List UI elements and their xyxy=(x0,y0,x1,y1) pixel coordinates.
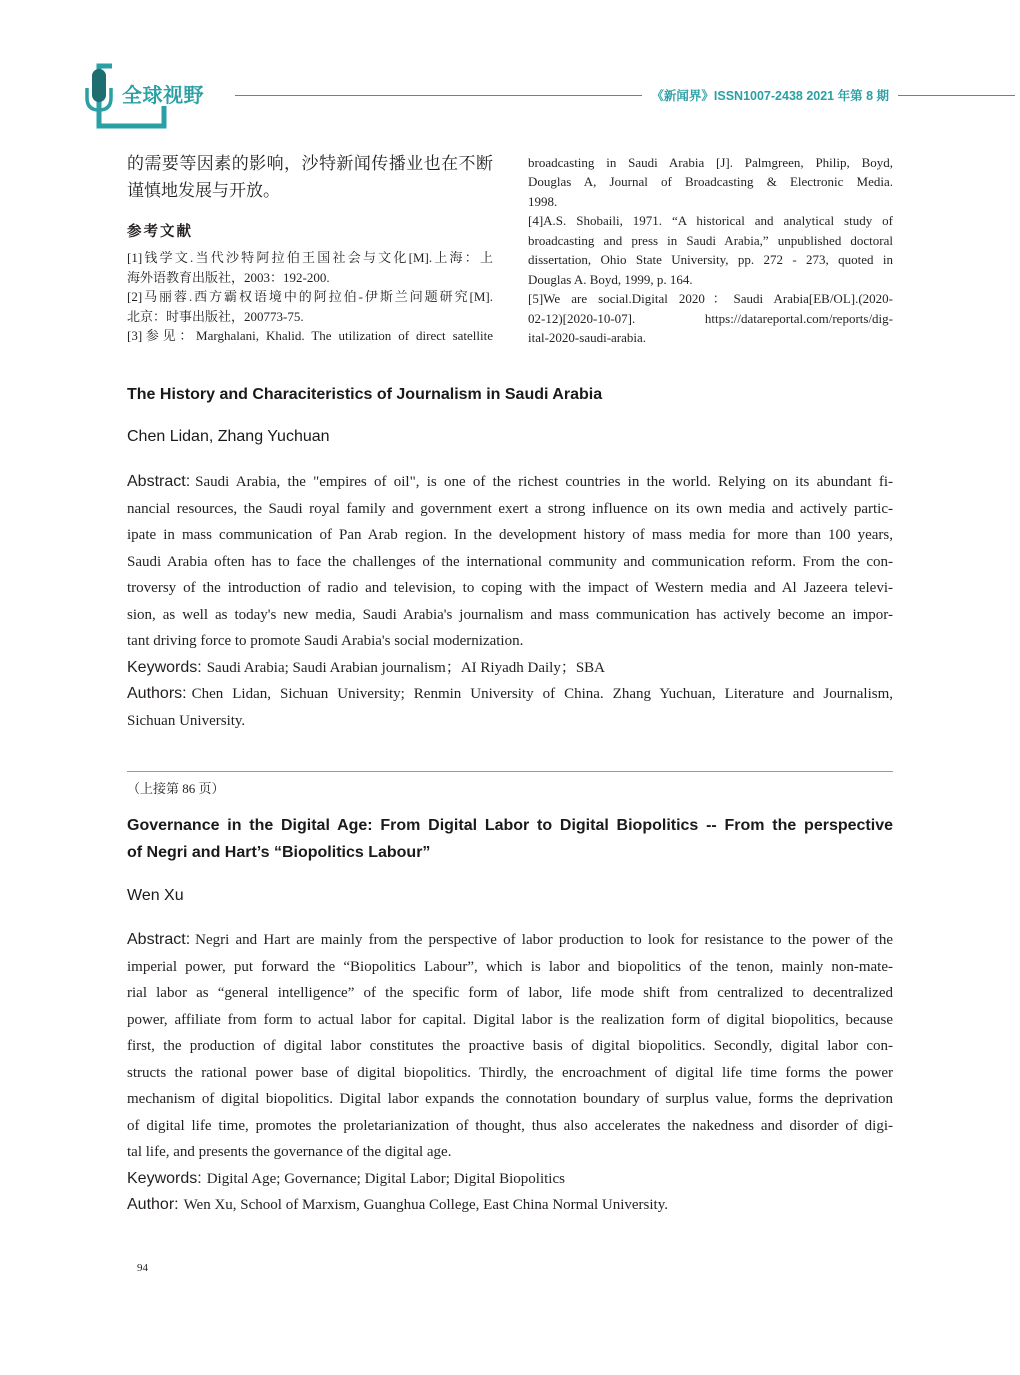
intro-line: 谨慎地发展与开放。 xyxy=(127,181,280,200)
reference-line: [1]钱学文.当代沙特阿拉伯王国社会与文化[M].上海：上 xyxy=(127,250,493,265)
article-title-line: Governance in the Digital Age: From Digital Labor to Digital Biopolitics -- From the perspective xyxy=(127,817,893,834)
header-rule xyxy=(235,86,1015,104)
page-number: 94 xyxy=(137,1262,148,1274)
intro-paragraph xyxy=(127,150,493,204)
article-abstract-block xyxy=(127,927,893,1219)
reference-line: [5]We are social.Digital 2020：Saudi Arabia[EB/OL].(2020- xyxy=(528,291,893,307)
reference-line: [2]马丽蓉.西方霸权语境中的阿拉伯-伊斯兰问题研究[M]. xyxy=(127,289,493,304)
abstract-line: power, affiliate from form to actual labor for capital. Digital labor is the realization form of digital biopolitics, because xyxy=(127,1011,893,1028)
section-logo-text: 全球视野 xyxy=(122,83,204,107)
authors-label: Authors: xyxy=(127,685,187,702)
keywords-line xyxy=(127,655,893,682)
abstract-line xyxy=(127,927,893,954)
reference-line: Douglas A, Journal of Broadcasting & Electronic Media. xyxy=(528,174,893,190)
reference-line: 北京：时事出版社，200773-75. xyxy=(127,308,304,324)
reference-line: [3]参见：Marghalani, Khalid. The utilization of direct satellite xyxy=(127,328,493,343)
header-line-left xyxy=(235,95,642,96)
journal-info: 《新闻界》ISSN1007-2438 2021 年第 8 期 xyxy=(651,89,889,103)
reference-line: ital-2020-saudi-arabia. xyxy=(528,330,647,346)
abstract-line: nancial resources, the Saudi royal family and government exert a strong influence on its own media and actively partic- xyxy=(127,500,893,517)
abstract-line: troversy of the introduction of radio and television, to coping with the impact of Western media and Al Jazeera televi- xyxy=(127,580,893,596)
abstract-line: of digital life time, promotes the proletarianization of thought, thus also accelerates the nakedness and disorder of digi- xyxy=(127,1117,893,1134)
section-divider xyxy=(127,771,893,772)
authors-line xyxy=(127,681,893,708)
abstract-text: Negri and Hart are mainly from the perspective of labor production to look for resistance to the power of the xyxy=(195,932,893,948)
reference-line: 02-12)[2020-10-07]. https://datareportal.com/reports/dig- xyxy=(528,310,893,326)
abstract-label: Abstract: xyxy=(127,931,191,948)
references-heading: 参考文献 xyxy=(127,224,193,240)
keywords-line xyxy=(127,1166,893,1193)
reference-line: dissertation, Ohio State University, pp. 272 - 273, quoted in xyxy=(528,252,893,268)
keywords-label: Keywords: xyxy=(127,658,202,676)
reference-line: broadcasting and press in Saudi Arabia,” unpublished doctoral xyxy=(528,232,893,248)
abstract-line: Saudi Arabia often has to face the challenges of the international community and communication reform. From the con- xyxy=(127,553,893,570)
abstract-label: Abstract: xyxy=(127,473,191,490)
article-title-line: of Negri and Hart’s “Biopolitics Labour” xyxy=(127,844,431,861)
references-left-column xyxy=(127,248,493,346)
abstract-line: mechanism of digital biopolitics. Digital labor expands the connotation boundary of surplus value, forms the deprivation xyxy=(127,1091,893,1107)
intro-line: 的需要等因素的影响，沙特新闻传播业也在不断 xyxy=(127,154,493,173)
reference-line: [4]A.S. Shobaili, 1971. “A historical and analytical study of xyxy=(528,213,893,229)
reference-line: 1998. xyxy=(528,193,558,209)
header-line-right xyxy=(898,95,1015,96)
reference-line: broadcasting in Saudi Arabia [J]. Palmgreen, Philip, Boyd, xyxy=(528,155,893,170)
author-label: Author: xyxy=(127,1196,179,1213)
abstract-text: Saudi Arabia, the "empires of oil", is one of the richest countries in the world. Relying on its abundant fi- xyxy=(195,474,893,490)
abstract-line: tant driving force to promote Saudi Arabia's social modernization. xyxy=(127,633,524,649)
article-title xyxy=(127,812,893,866)
article-title: The History and Characiteristics of Journalism in Saudi Arabia xyxy=(127,386,603,403)
article-byline: Wen Xu xyxy=(127,887,184,904)
abstract-line: sion, as well as today's new media, Saudi Arabia's journalism and mass communication has actively become an impor- xyxy=(127,606,893,623)
keywords-text: Digital Age; Governance; Digital Labor; Digital Biopolitics xyxy=(206,1170,565,1187)
author-text: Wen Xu, School of Marxism, Guanghua College, East China Normal University. xyxy=(183,1197,668,1213)
author-line xyxy=(127,1192,893,1219)
abstract-line: structs the rational power base of digital biopolitics. Thirdly, the encroachment of digital life time forms the power xyxy=(127,1064,893,1081)
keywords-label: Keywords: xyxy=(127,1169,202,1187)
keywords-text: Saudi Arabia; Saudi Arabian journalism；AI Riyadh Daily；SBA xyxy=(206,659,605,676)
abstract-line: rial labor as “general intelligence” of the specific form of labor, life mode shift from centralized to decentralized xyxy=(127,985,893,1001)
authors-text: Chen Lidan, Sichuan University; Renmin University of China. Zhang Yuchuan, Literature and Journalism, xyxy=(191,686,893,702)
abstract-line: imperial power, put forward the “Biopolitics Labour”, which is labor and biopolitics of the tenon, mainly non-mate- xyxy=(127,958,893,975)
article-abstract-block xyxy=(127,469,893,734)
references-right-column xyxy=(528,153,893,348)
article-byline: Chen Lidan, Zhang Yuchuan xyxy=(127,428,330,445)
authors-line: Sichuan University. xyxy=(127,712,246,729)
abstract-line: ipate in mass communication of Pan Arab region. In the development history of mass media for more than 100 years, xyxy=(127,527,893,543)
continued-note: （上接第 86 页） xyxy=(127,781,225,796)
reference-line: Douglas A. Boyd, 1999, p. 164. xyxy=(528,271,693,287)
abstract-line: tal life, and presents the governance of the digital age. xyxy=(127,1144,452,1160)
reference-line: 海外语教育出版社，2003：192-200. xyxy=(127,269,330,285)
abstract-line: first, the production of digital labor constitutes the proactive basis of digital biopolitics. Secondly, digital labor con- xyxy=(127,1038,893,1054)
abstract-line xyxy=(127,469,893,496)
